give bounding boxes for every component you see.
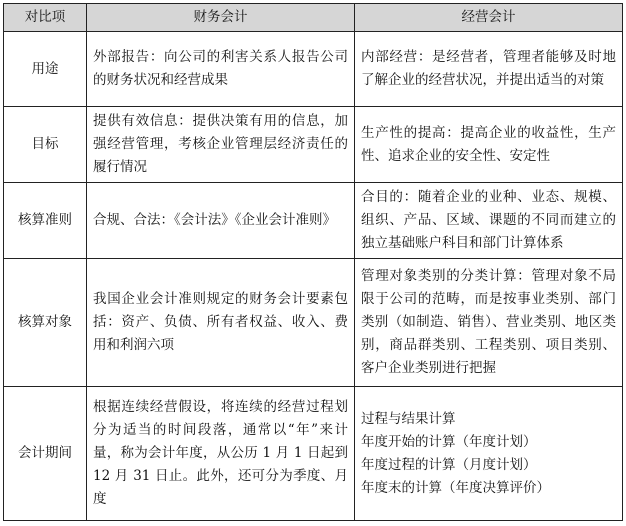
table-row — [4, 259, 623, 387]
financial-cell: 合规、合法：《会计法》《企业会计准则》 — [87, 183, 355, 259]
row-label: 用途 — [4, 32, 87, 107]
table-row — [4, 183, 623, 259]
financial-cell: 根据连续经营假设，将连续的经营过程划分为适当的时间段落，通常以“年”来计量，称为会计年度，从公历 1 月 1 日起到 12 月 31 日止。此外，还可分为季度、月度 — [87, 387, 355, 521]
management-cell: 管理对象类别的分类计算：管理对象不局限于公司的范畴，而是按事业类别、部门类别（如制造、销售）、营业类别、地区类别，商品群类别、工程类别、项目类别、客户企业类别进行把握 — [355, 259, 623, 387]
management-line: 年度过程的计算（月度计划） — [361, 456, 537, 473]
row-label: 核算准则 — [4, 183, 87, 259]
management-line: 年度开始的计算（年度计划） — [361, 433, 537, 450]
financial-cell: 提供有效信息：提供决策有用的信息，加强经营管理，考核企业管理层经济责任的履行情况 — [87, 107, 355, 183]
financial-cell: 我国企业会计准则规定的财务会计要素包括：资产、负债、所有者权益、收入、费用和利润六项 — [87, 259, 355, 387]
row-label: 目标 — [4, 107, 87, 183]
management-line: 过程与结果计算 — [361, 410, 456, 427]
header-management-accounting: 经营会计 — [355, 4, 623, 32]
financial-cell: 外部报告：向公司的利害关系人报告公司的财务状况和经营成果 — [87, 32, 355, 107]
row-label: 核算对象 — [4, 259, 87, 387]
comparison-table — [3, 3, 623, 521]
table-row — [4, 387, 623, 521]
management-cell: 内部经营：是经营者，管理者能够及时地了解企业的经营状况，并提出适当的对策 — [355, 32, 623, 107]
table-row — [4, 32, 623, 107]
header-item: 对比项 — [4, 4, 87, 32]
table-header-row — [4, 4, 623, 32]
management-cell — [355, 387, 623, 521]
header-financial-accounting: 财务会计 — [87, 4, 355, 32]
management-cell: 合目的：随着企业的业种、业态、规模、组织、产品、区域、课题的不同而建立的独立基础账户科目和部门计算体系 — [355, 183, 623, 259]
management-line: 年度末的计算（年度决算评价） — [361, 479, 550, 496]
management-cell: 生产性的提高：提高企业的收益性，生产性、追求企业的安全性、安定性 — [355, 107, 623, 183]
row-label: 会计期间 — [4, 387, 87, 521]
table-row — [4, 107, 623, 183]
